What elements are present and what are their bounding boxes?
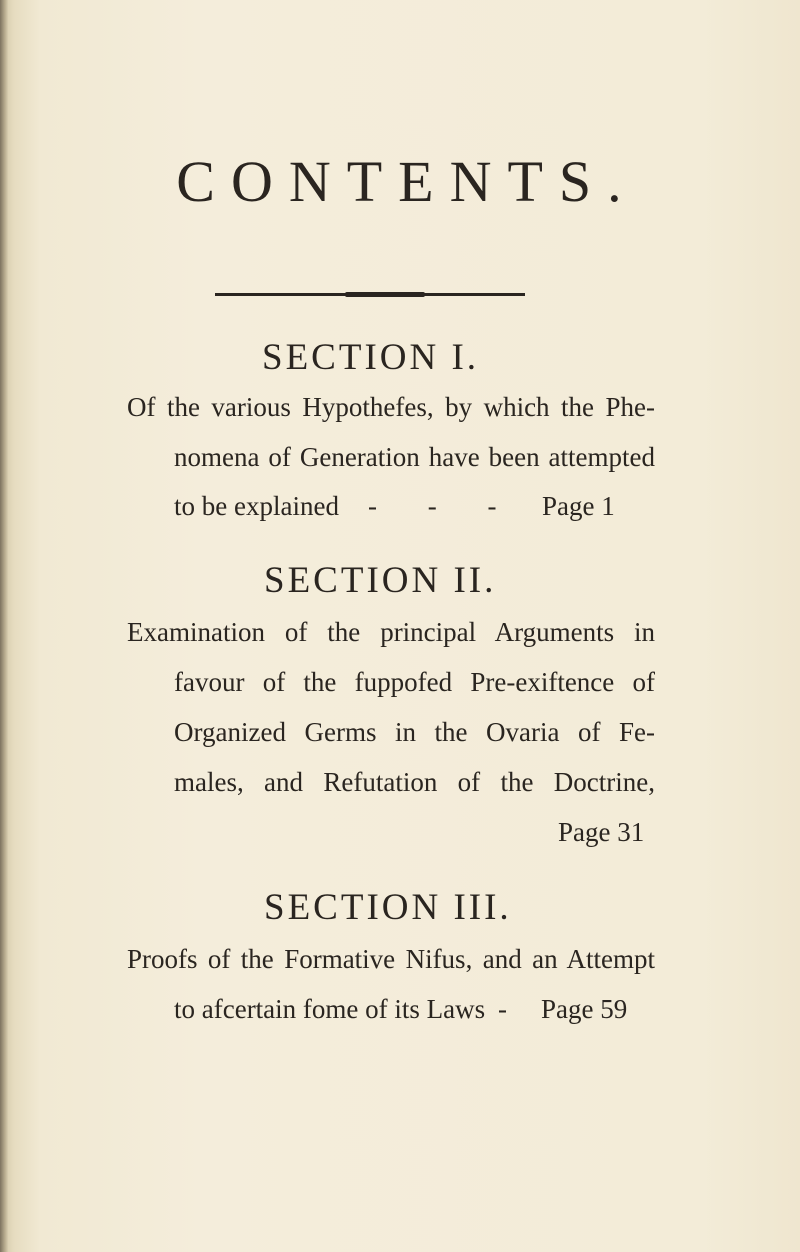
- section-3-leader-dashes: [498, 996, 507, 1023]
- section-2-line-1: Examination of the principal Arguments in: [127, 617, 655, 647]
- section-2-line-3: Organized Germs in the Ovaria of Fe-: [174, 717, 655, 747]
- leader-dash: -: [368, 491, 377, 521]
- section-1-line-1: Of the various Hypothefes, by which the Phe-: [127, 392, 655, 422]
- title-rule: [215, 293, 525, 296]
- section-1-page-number: Page 1: [542, 491, 615, 521]
- section-1-line-2: nomena of Generation have been attempted: [174, 442, 655, 472]
- section-1-heading: SECTION I.: [262, 337, 480, 378]
- page-title: CONTENTS.: [176, 149, 638, 214]
- leader-dash: -: [427, 491, 437, 521]
- section-1-last-line: to be explained: [174, 491, 339, 521]
- section-3-page-number: Page 59: [541, 994, 628, 1024]
- section-1-leader-dashes: [368, 493, 497, 520]
- section-3-last-line: to afcertain fome of its Laws: [174, 994, 486, 1024]
- section-2-heading: SECTION II.: [264, 560, 497, 601]
- leader-dash: -: [498, 994, 507, 1024]
- section-2-page-number: Page 31: [558, 817, 645, 847]
- section-3-heading: SECTION III.: [264, 887, 512, 928]
- leader-dash: -: [487, 491, 497, 521]
- section-2-line-2: favour of the fuppofed Pre-exiftence of: [174, 667, 655, 697]
- section-3-line-1: Proofs of the Formative Nifus, and an Attempt: [127, 944, 655, 974]
- section-2-line-4: males, and Refutation of the Doctrine,: [174, 767, 655, 797]
